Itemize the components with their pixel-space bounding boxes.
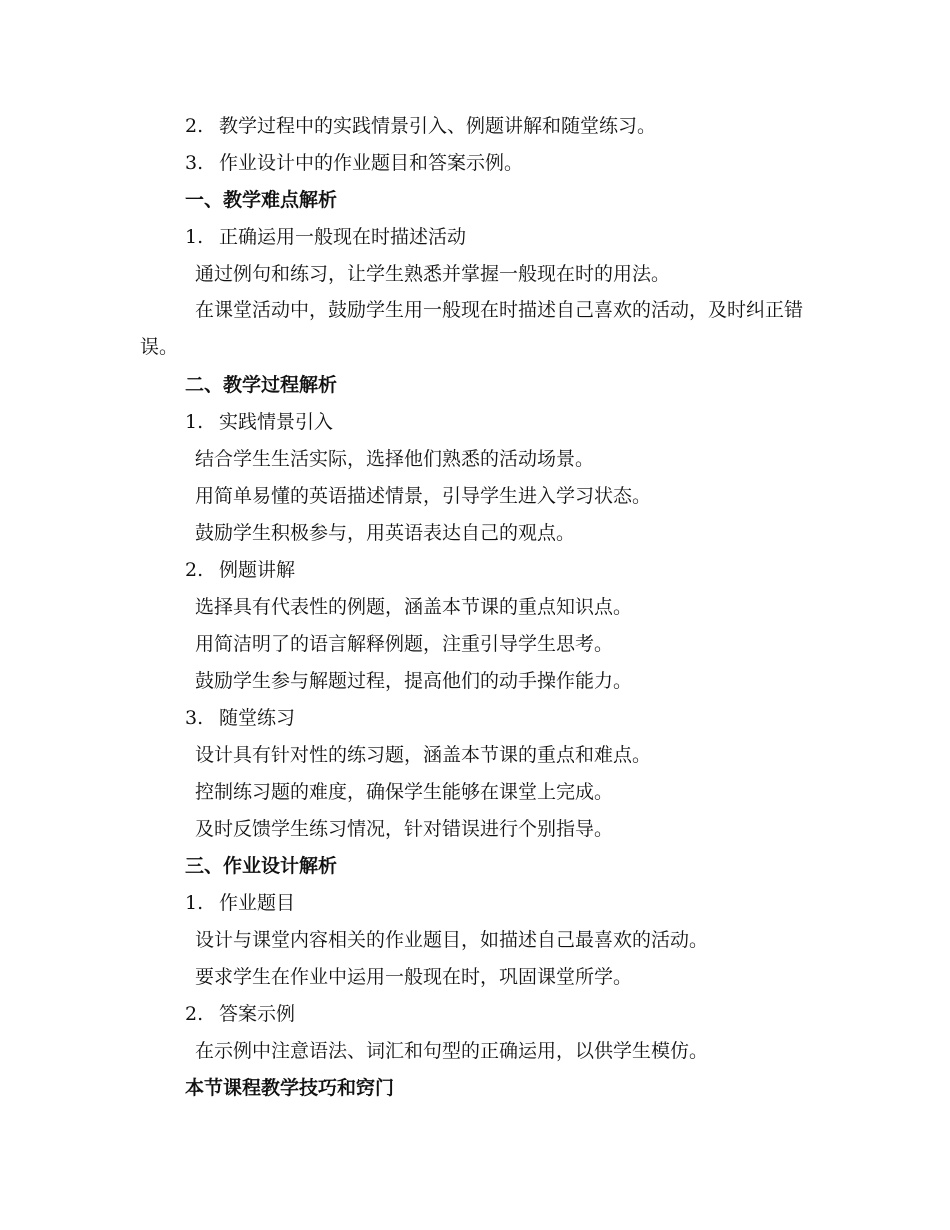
item-text: 随堂练习 bbox=[219, 707, 296, 729]
body-text: 鼓励学生参与解题过程，提高他们的动手操作能力。 bbox=[195, 670, 633, 692]
body-text: 结合学生生活实际，选择他们熟悉的活动场景。 bbox=[195, 448, 595, 470]
item-text: 作业设计中的作业题目和答案示例。 bbox=[219, 152, 524, 174]
body-text: 在示例中注意语法、词汇和句型的正确运用，以供学生模仿。 bbox=[195, 1040, 709, 1062]
item-text: 实践情景引入 bbox=[219, 411, 334, 433]
section-heading: 三、作业设计解析 bbox=[185, 855, 338, 877]
body-text: 要求学生在作业中运用一般现在时，巩固课堂所学。 bbox=[195, 966, 633, 988]
list-item bbox=[185, 224, 466, 250]
item-text: 答案示例 bbox=[219, 1003, 296, 1025]
section-heading: 二、教学过程解析 bbox=[185, 374, 338, 396]
body-text: 鼓励学生积极参与，用英语表达自己的观点。 bbox=[195, 522, 576, 544]
body-text: 设计具有针对性的练习题，涵盖本节课的重点和难点。 bbox=[195, 744, 652, 766]
body-text: 通过例句和练习，让学生熟悉并掌握一般现在时的用法。 bbox=[195, 263, 671, 285]
item-number: 3. bbox=[185, 707, 204, 729]
item-number: 3. bbox=[185, 152, 204, 174]
item-text: 例题讲解 bbox=[219, 559, 296, 581]
item-number: 1. bbox=[185, 411, 204, 433]
list-item bbox=[185, 890, 295, 916]
body-text: 设计与课堂内容相关的作业题目，如描述自己最喜欢的活动。 bbox=[195, 929, 709, 951]
body-text: 选择具有代表性的例题，涵盖本节课的重点知识点。 bbox=[195, 596, 633, 618]
item-number: 1. bbox=[185, 892, 204, 914]
body-paragraph: 在课堂活动中，鼓励学生用一般现在时描述自己喜欢的活动，及时纠正错误。 bbox=[140, 299, 804, 358]
list-item bbox=[185, 113, 656, 139]
list-item bbox=[185, 705, 295, 731]
list-item bbox=[185, 150, 523, 176]
section-heading: 本节课程教学技巧和窍门 bbox=[185, 1077, 395, 1099]
list-item bbox=[185, 409, 333, 435]
list-item bbox=[185, 557, 295, 583]
body-text: 及时反馈学生练习情况，针对错误进行个别指导。 bbox=[195, 818, 614, 840]
body-text: 用简洁明了的语言解释例题，注重引导学生思考。 bbox=[195, 633, 614, 655]
item-text: 作业题目 bbox=[219, 892, 296, 914]
section-heading: 一、教学难点解析 bbox=[185, 189, 338, 211]
item-number: 2. bbox=[185, 115, 204, 137]
item-number: 2. bbox=[185, 1003, 204, 1025]
list-item bbox=[185, 1001, 295, 1027]
item-number: 2. bbox=[185, 559, 204, 581]
body-text: 用简单易懂的英语描述情景，引导学生进入学习状态。 bbox=[195, 485, 652, 507]
item-number: 1. bbox=[185, 226, 204, 248]
item-text: 教学过程中的实践情景引入、例题讲解和随堂练习。 bbox=[219, 115, 657, 137]
body-text: 控制练习题的难度，确保学生能够在课堂上完成。 bbox=[195, 781, 614, 803]
item-text: 正确运用一般现在时描述活动 bbox=[219, 226, 467, 248]
